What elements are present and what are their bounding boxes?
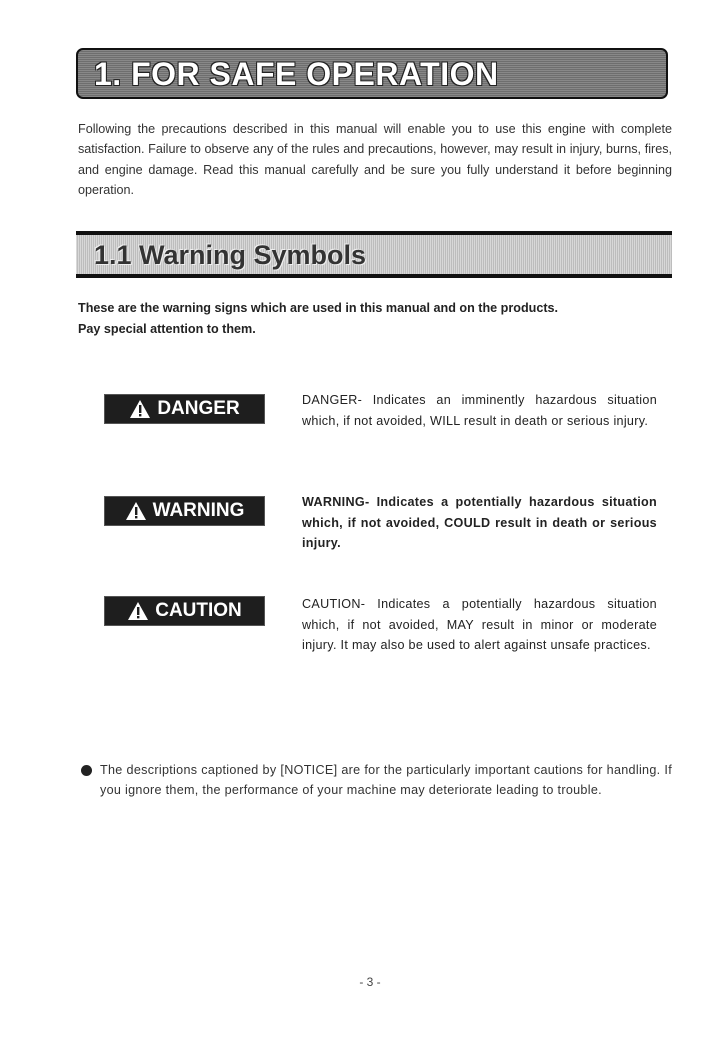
section-intro-line: Pay special attention to them.: [78, 321, 256, 336]
warning-triangle-icon: [125, 501, 147, 521]
warning-description: WARNING- Indicates a potentially hazardous situation which, if not avoided, COULD result in death or serious injury.: [302, 495, 657, 551]
chapter-title: 1. FOR SAFE OPERATION: [94, 56, 499, 92]
danger-label: [104, 394, 265, 424]
page-number: - 3 -: [359, 975, 381, 989]
section-title: 1.1 Warning Symbols: [94, 240, 367, 270]
notice-item: [78, 760, 672, 801]
section-intro-line: These are the warning signs which are used in this manual and on the products.: [78, 301, 559, 315]
warning-label: [104, 496, 265, 526]
notice-text: The descriptions captioned by [NOTICE] are for the particularly important cautions for handling. If you ignore them, the performance of your machine may deteriorate leading to trouble.: [100, 763, 672, 798]
danger-description: DANGER- Indicates an imminently hazardous situation which, if not avoided, WILL result in death or serious injury.: [302, 393, 657, 428]
danger-label-text: DANGER: [157, 398, 240, 419]
bullet-icon: [81, 765, 92, 776]
chapter-title-bar: [76, 48, 668, 99]
caution-description: CAUTION- Indicates a potentially hazardous situation which, if not avoided, MAY result in minor or moderate injury. It may also be used to alert against unsafe practices.: [302, 597, 657, 653]
warning-triangle-icon: [129, 399, 151, 419]
caution-label: [104, 596, 265, 626]
section-intro: [78, 298, 558, 339]
warning-triangle-icon: [127, 601, 149, 621]
caution-label-text: CAUTION: [155, 600, 242, 621]
warning-label-text: WARNING: [152, 500, 245, 521]
section-title-bar: [76, 231, 672, 278]
intro-paragraph: Following the precautions described in this manual will enable you to use this engine with complete satisfaction. Failure to observe any of the rules and precautions, however, may result in injury, burns, fires, and engine damage. Read this manual carefully and be sure you fully understand it before beginning operation.: [78, 122, 672, 197]
